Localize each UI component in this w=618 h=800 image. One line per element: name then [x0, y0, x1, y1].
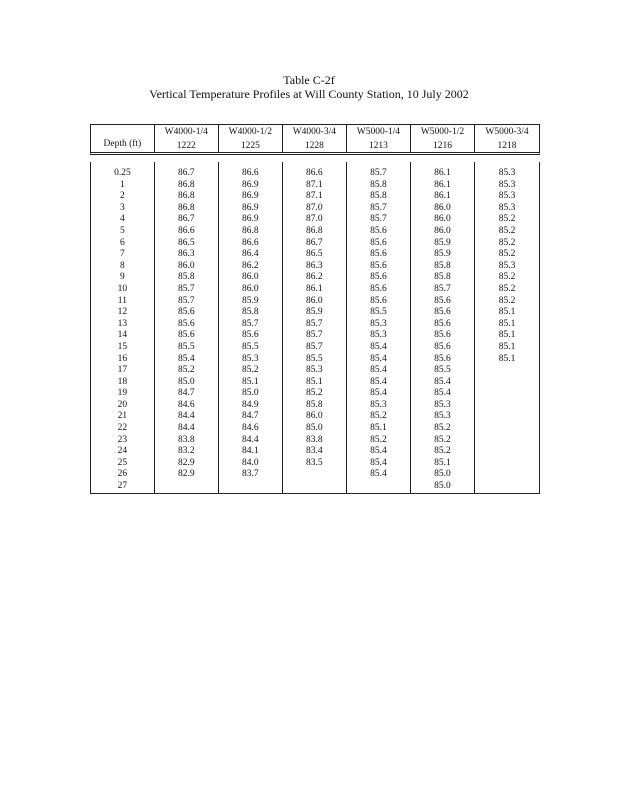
value-cell: 85.3 [370, 330, 387, 341]
value-cell: 86.3 [177, 249, 195, 260]
value-cell: 86.2 [242, 260, 259, 271]
value-cell: 84.1 [242, 446, 259, 457]
value-cell: 85.2 [498, 249, 516, 260]
depth-cell: 0.25 [114, 168, 131, 178]
value-cell: 85.1 [242, 376, 259, 387]
value-cell: 84.6 [177, 399, 195, 410]
value-cell: 85.5 [242, 341, 259, 352]
value-cell: 85.7 [306, 330, 323, 341]
value-cell: 85.8 [242, 307, 259, 318]
depth-cell: 18 [117, 376, 128, 387]
depth-cell: 3 [120, 202, 125, 213]
value-cell: 85.0 [434, 469, 451, 480]
value-cell: 85.3 [498, 202, 516, 213]
value-cell: 85.2 [498, 237, 516, 248]
depth-cell: 19 [117, 388, 128, 399]
value-cell: 83.7 [242, 469, 259, 480]
value-cell: 86.0 [434, 225, 451, 236]
value-cell: 85.6 [177, 330, 195, 341]
column-id: 1218 [497, 141, 517, 151]
value-cell: 86.1 [434, 168, 451, 178]
column-id: 1213 [368, 141, 388, 151]
value-cell: 85.1 [370, 423, 387, 434]
depth-cell: 9 [120, 272, 125, 283]
column-name: W4000-3/4 [292, 127, 336, 137]
value-cell: 83.8 [177, 434, 195, 445]
value-cell: 85.2 [498, 295, 516, 306]
value-cell: 85.0 [177, 376, 195, 387]
value-cell: 85.5 [306, 353, 323, 364]
value-cell: 87.0 [306, 202, 323, 213]
value-cell: 85.2 [434, 446, 451, 457]
depth-cell: 10 [117, 283, 128, 294]
value-cell: 85.3 [498, 179, 516, 190]
value-cell: 83.8 [306, 434, 323, 445]
value-cell: 85.4 [370, 341, 387, 352]
depth-cell: 23 [117, 434, 128, 445]
value-cell: 83.4 [306, 446, 323, 457]
value-cell: 85.6 [434, 295, 451, 306]
value-cell: 85.5 [177, 341, 195, 352]
value-cell: 84.6 [242, 423, 259, 434]
temperature-table [90, 124, 540, 530]
depth-cell: 2 [120, 191, 125, 202]
value-cell: 82.9 [177, 469, 195, 480]
value-cell: 85.1 [498, 307, 516, 318]
value-cell: 85.7 [177, 283, 195, 294]
column-header [219, 125, 283, 152]
depth-cell: 8 [120, 260, 125, 271]
value-cell: 86.2 [306, 272, 323, 283]
value-cell: 86.8 [306, 225, 323, 236]
value-cell: 85.4 [370, 469, 387, 480]
value-cell: 85.9 [434, 249, 451, 260]
value-cell: 86.0 [434, 202, 451, 213]
column-name: W4000-1/4 [164, 127, 208, 137]
column-header [411, 125, 475, 152]
value-cell: 84.4 [242, 434, 259, 445]
value-cell: 85.2 [177, 365, 195, 376]
value-cell: 85.7 [434, 283, 451, 294]
value-cell: 86.9 [242, 191, 259, 202]
value-cell: 85.2 [370, 434, 387, 445]
value-cell: 85.2 [498, 225, 516, 236]
data-column [475, 162, 539, 493]
value-cell: 85.8 [370, 179, 387, 190]
depth-cell: 13 [117, 318, 128, 329]
depth-cell: 14 [117, 330, 128, 341]
depth-cell: 5 [120, 225, 125, 236]
value-cell: 86.8 [177, 191, 195, 202]
value-cell: 86.9 [242, 179, 259, 190]
value-cell: 86.7 [306, 237, 323, 248]
value-cell: 86.8 [242, 225, 259, 236]
value-cell: 86.1 [306, 283, 323, 294]
value-cell: 85.4 [434, 388, 451, 399]
value-cell: 85.2 [370, 411, 387, 422]
value-cell: 85.6 [177, 318, 195, 329]
value-cell: 85.5 [434, 365, 451, 376]
value-cell: 85.0 [434, 481, 451, 492]
value-cell: 85.3 [434, 411, 451, 422]
value-cell: 85.6 [370, 283, 387, 294]
value-cell: 85.6 [370, 225, 387, 236]
table-body [90, 162, 540, 494]
value-cell: 85.2 [498, 283, 516, 294]
depth-cell: 12 [117, 307, 128, 318]
value-cell: 84.0 [242, 457, 259, 468]
value-cell: 85.7 [177, 295, 195, 306]
depth-cell: 21 [117, 411, 128, 422]
value-cell: 85.3 [434, 399, 451, 410]
value-cell: 84.7 [242, 411, 259, 422]
value-cell: 86.6 [177, 225, 195, 236]
column-name: W5000-1/4 [356, 127, 401, 137]
column-name: W5000-3/4 [485, 127, 529, 137]
column-id: 1225 [240, 141, 260, 151]
value-cell: 85.7 [306, 341, 323, 352]
value-cell: 85.3 [370, 318, 387, 329]
value-cell: 86.5 [177, 237, 195, 248]
value-cell: 85.7 [306, 318, 323, 329]
value-cell: 87.1 [306, 191, 323, 202]
value-cell: 85.8 [306, 399, 323, 410]
value-cell: 85.1 [434, 457, 451, 468]
value-cell: 86.7 [177, 214, 195, 225]
value-cell: 87.0 [306, 214, 323, 225]
value-cell: 85.4 [370, 353, 387, 364]
value-cell: 85.8 [177, 272, 195, 283]
data-column [411, 162, 475, 493]
value-cell: 85.3 [306, 365, 323, 376]
value-cell: 86.7 [177, 168, 195, 178]
depth-cell: 4 [120, 214, 125, 225]
depth-cell: 6 [120, 237, 125, 248]
depth-column [91, 162, 155, 493]
value-cell: 85.6 [434, 353, 451, 364]
value-cell: 85.6 [434, 341, 451, 352]
value-cell: 85.0 [242, 388, 259, 399]
value-cell: 85.2 [498, 272, 516, 283]
value-cell: 85.6 [370, 272, 387, 283]
value-cell: 83.2 [177, 446, 195, 457]
depth-cell: 26 [117, 469, 128, 480]
value-cell: 85.7 [370, 202, 387, 213]
value-cell: 87.1 [306, 179, 323, 190]
value-cell: 85.9 [242, 295, 259, 306]
value-cell: 85.7 [370, 168, 387, 178]
value-cell: 85.1 [306, 376, 323, 387]
value-cell: 85.4 [370, 376, 387, 387]
value-cell: 85.6 [434, 330, 451, 341]
value-cell: 85.1 [498, 341, 516, 352]
column-id: 1228 [304, 141, 324, 151]
value-cell: 86.0 [242, 283, 259, 294]
value-cell: 85.6 [434, 307, 451, 318]
value-cell: 85.6 [370, 249, 387, 260]
value-cell: 85.6 [242, 330, 259, 341]
value-cell: 86.0 [434, 214, 451, 225]
value-cell: 85.0 [306, 423, 323, 434]
value-cell: 85.4 [434, 376, 451, 387]
value-cell: 85.9 [434, 237, 451, 248]
value-cell: 85.3 [242, 353, 259, 364]
column-name: W5000-1/2 [420, 127, 465, 137]
value-cell: 85.7 [242, 318, 259, 329]
value-cell: 85.2 [242, 365, 259, 376]
value-cell: 85.6 [370, 295, 387, 306]
depth-cell: 24 [117, 446, 128, 457]
value-cell: 85.1 [498, 318, 516, 329]
table-header [90, 124, 540, 155]
depth-cell: 1 [120, 179, 125, 190]
data-column [219, 162, 283, 493]
value-cell: 86.6 [242, 237, 259, 248]
value-cell: 86.0 [306, 295, 323, 306]
depth-header-cell [91, 125, 155, 152]
value-cell: 86.0 [306, 411, 323, 422]
depth-header-label: Depth (ft) [103, 139, 142, 149]
value-cell: 86.9 [242, 214, 259, 225]
value-cell: 86.6 [242, 168, 259, 178]
value-cell: 84.9 [242, 399, 259, 410]
value-cell: 86.1 [434, 179, 451, 190]
data-column [155, 162, 219, 493]
depth-cell: 17 [117, 365, 128, 376]
value-cell: 85.3 [370, 399, 387, 410]
depth-cell: 22 [117, 423, 128, 434]
column-header [283, 125, 347, 152]
depth-cell: 20 [117, 399, 128, 410]
value-cell: 85.3 [498, 168, 516, 178]
value-cell: 85.4 [370, 446, 387, 457]
column-header [155, 125, 219, 152]
depth-cell: 27 [117, 481, 128, 492]
value-cell: 85.3 [498, 191, 516, 202]
value-cell: 86.6 [306, 168, 323, 178]
value-cell: 85.1 [498, 330, 516, 341]
value-cell: 86.0 [242, 272, 259, 283]
value-cell: 85.3 [498, 260, 516, 271]
depth-cell: 16 [117, 353, 128, 364]
value-cell: 86.5 [306, 249, 323, 260]
value-cell: 86.3 [306, 260, 323, 271]
column-id: 1216 [432, 141, 452, 151]
value-cell: 85.5 [370, 307, 387, 318]
value-cell: 85.8 [434, 272, 451, 283]
value-cell: 84.4 [177, 411, 195, 422]
value-cell: 84.7 [177, 388, 195, 399]
value-cell: 85.7 [370, 214, 387, 225]
value-cell: 85.6 [434, 318, 451, 329]
table-title: Table C-2f [283, 73, 335, 87]
value-cell: 86.0 [177, 260, 195, 271]
value-cell: 86.8 [177, 202, 195, 213]
value-cell: 85.2 [306, 388, 323, 399]
data-column [283, 162, 347, 493]
column-name: W4000-1/2 [228, 127, 272, 137]
depth-cell: 7 [120, 249, 125, 260]
value-cell: 85.6 [370, 260, 387, 271]
value-cell: 83.5 [306, 457, 323, 468]
value-cell: 86.4 [242, 249, 259, 260]
value-cell: 85.8 [434, 260, 451, 271]
value-cell: 85.4 [177, 353, 195, 364]
depth-cell: 11 [117, 295, 127, 306]
column-header [475, 125, 539, 152]
table-subtitle: Vertical Temperature Profiles at Will County Station, 10 July 2002 [149, 87, 469, 101]
depth-cell: 25 [117, 457, 128, 468]
column-header [347, 125, 411, 152]
value-cell: 85.8 [370, 191, 387, 202]
value-cell: 82.9 [177, 457, 195, 468]
value-cell: 86.8 [177, 179, 195, 190]
value-cell: 85.4 [370, 365, 387, 376]
value-cell: 85.6 [370, 237, 387, 248]
value-cell: 85.4 [370, 388, 387, 399]
value-cell: 85.6 [177, 307, 195, 318]
value-cell: 85.2 [498, 214, 516, 225]
value-cell: 85.1 [498, 353, 516, 364]
column-id: 1222 [176, 141, 196, 151]
data-column [347, 162, 411, 493]
depth-cell: 15 [117, 341, 128, 352]
value-cell: 84.4 [177, 423, 195, 434]
value-cell: 85.4 [370, 457, 387, 468]
value-cell: 85.9 [306, 307, 323, 318]
value-cell: 85.2 [434, 423, 451, 434]
value-cell: 85.2 [434, 434, 451, 445]
value-cell: 86.9 [242, 202, 259, 213]
value-cell: 86.1 [434, 191, 451, 202]
